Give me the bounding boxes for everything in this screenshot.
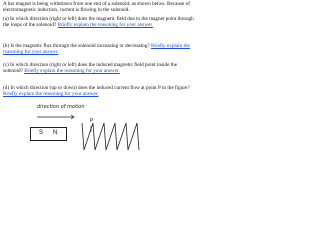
question-a-explain-link[interactable]: Briefly explain the reasoning for your answer. (57, 22, 154, 29)
point-p-label: P (90, 118, 94, 124)
motion-label: direction of motion (37, 104, 85, 110)
magnet-south-pole-label: S (39, 130, 44, 136)
question-c-text: (c) In which direction (right or left) does the induced magnetic field point inside the solenoid? (3, 62, 178, 75)
bar-magnet (30, 127, 67, 141)
worksheet-page (0, 0, 200, 157)
question-c-explain-link[interactable]: Briefly explain the reasoning for your answer. (24, 68, 120, 75)
question-a (3, 16, 197, 29)
question-b (3, 43, 197, 56)
motion-arrow-icon (37, 115, 74, 119)
intro-paragraph: A bar magnet is being withdrawn from one end of a solenoid, as shown below. Because of electromagnetic induction, current is flowing in the solenoid. (3, 1, 190, 14)
question-b-explain-link[interactable]: Briefly explain the reasoning for your answer. (3, 43, 190, 56)
question-d-explain-link[interactable]: Briefly explain the reasoning for your answer. (3, 91, 99, 98)
solenoid-coil-icon (82, 123, 139, 150)
question-d (3, 85, 197, 98)
question-a-text: (a) In which direction (right or left) does the magnetic field due to the magnet point through the loops of the solenoid? (3, 16, 194, 29)
question-b-text: (b) Is the magnetic flux through the solenoid increasing or decreasing? (3, 43, 150, 49)
question-c (3, 62, 197, 75)
magnet-north-pole-label: N (53, 130, 58, 136)
question-d-text: (d) In which direction (up or down) does the induced current flow at point P in the figure? (3, 85, 190, 91)
